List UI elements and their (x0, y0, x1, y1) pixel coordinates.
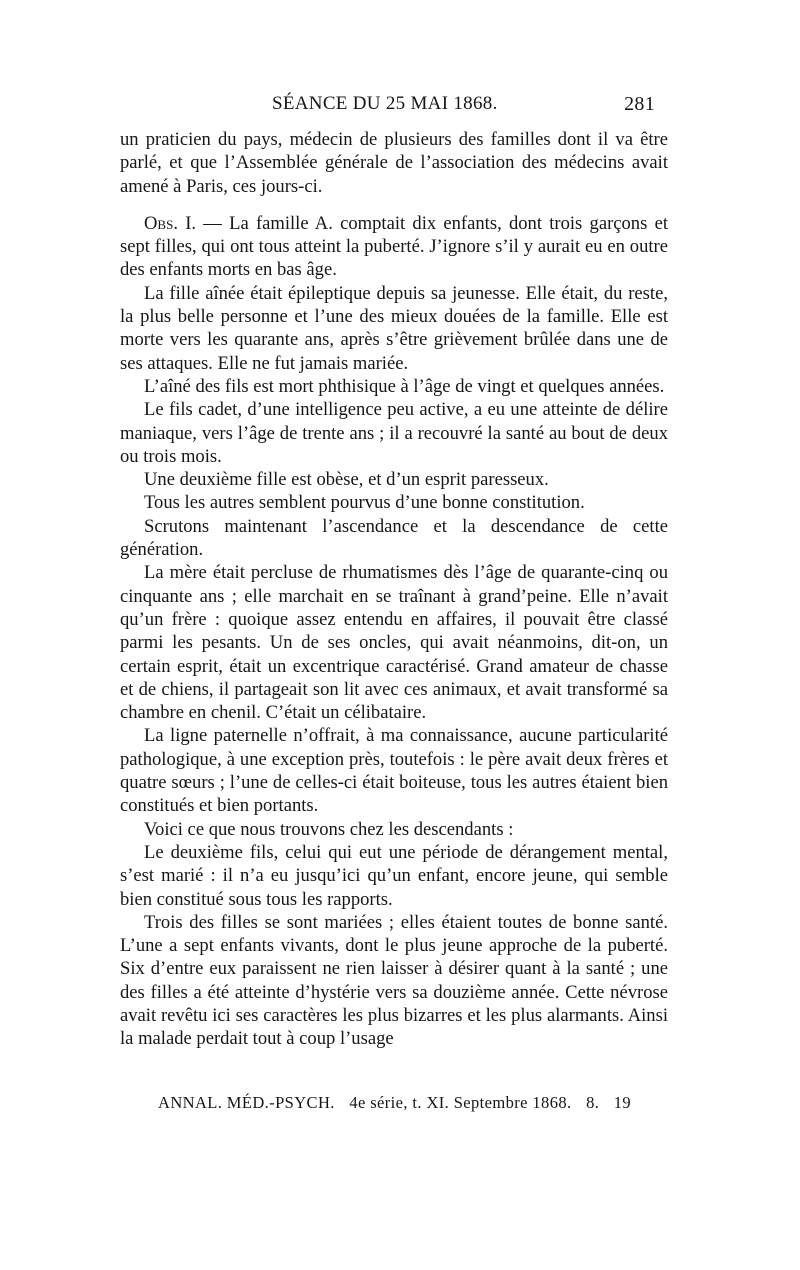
paragraph: Scrutons maintenant l’ascendance et la descendance de cette génération. (120, 515, 668, 561)
footer-series: 4e série, t. XI. Septembre 1868. (349, 1093, 572, 1112)
observation-label: Obs. I. — (144, 212, 222, 234)
paragraph: Tous les autres semblent pourvus d’une bonne constitution. (144, 492, 585, 514)
page-footer (158, 1093, 658, 1113)
paragraph: Trois des filles se sont mariées ; elles étaient toutes de bonne santé. L’une a sept enfants vivants, dont le plus jeune approche de la puberté. Six d’entre eux paraissent ne rien laisser à désirer quant à la santé ; une des filles a été atteinte d’hystérie vers sa douzième année. Cette névrose avait revêtu ici ses caractères les plus bizarres et les plus alarmants. Ainsi la malade perdait tout à coup l’usage (120, 911, 668, 1050)
paragraph: Voici ce que nous trouvons chez les descendants : (144, 818, 514, 840)
paragraph: La mère était percluse de rhumatismes dès l’âge de quarante-cinq ou cinquante ans ; elle marchait en se traînant à grand’peine. Elle n’avait qu’un frère : quoique assez entendu en affaires, il pouvait être classé parmi les pesants. Un de ses oncles, qui avait néanmoins, dit-on, un certain esprit, était un excentrique caractérisé. Grand amateur de chasse et de chiens, il partageait son lit avec ces animaux, et avait transformé sa chambre en chenil. C’était un célibataire. (120, 562, 668, 724)
paragraph: La fille aînée était épileptique depuis sa jeunesse. Elle était, du reste, la plus belle personne et l’une des mieux douées de la famille. Elle est morte vers les quarante ans, après s’être grièvement brûlée dans une de ses attaques. Elle ne fut jamais mariée. (120, 282, 668, 374)
footer-journal: ANNAL. MÉD.-PSYCH. (158, 1093, 335, 1112)
body-text (120, 128, 668, 1051)
paragraph: un praticien du pays, médecin de plusieurs des familles dont il va être parlé, et que l’Assemblée générale de l’association des médecins avait amené à Paris, ces jours-ci. (120, 129, 668, 197)
paragraph: Le fils cadet, d’une intelligence peu active, a eu une atteinte de délire maniaque, vers l’âge de trente ans ; il a recouvré la santé au bout de deux ou trois mois. (120, 399, 668, 467)
paragraph: Obs. I. — La famille A. comptait dix enfants, dont trois garçons et sept filles, qui ont tous atteint la puberté. J’ignore s’il y aurait eu en outre des enfants morts en bas âge. (120, 212, 668, 281)
page-number: 281 (624, 93, 655, 115)
footer-volume: 8. (586, 1093, 600, 1112)
paragraph: L’aîné des fils est mort phthisique à l’âge de vingt et quelques années. (144, 375, 665, 397)
running-header (120, 93, 655, 117)
footer-signature: 19 (613, 1093, 632, 1112)
paragraph: Une deuxième fille est obèse, et d’un esprit paresseux. (144, 469, 549, 491)
paragraph: La ligne paternelle n’offrait, à ma connaissance, aucune particularité pathologique, à une exception près, toutefois : le père avait deux frères et quatre sœurs ; l’une de celles-ci était boiteuse, tous les autres étaient bien constitués et bien portants. (120, 725, 668, 817)
paragraph: Le deuxième fils, celui qui eut une période de dérangement mental, s’est marié : il n’a eu jusqu’ici qu’un enfant, encore jeune, qui semble bien constitué sous tous les rapports. (120, 841, 668, 910)
header-title: SÉANCE DU 25 MAI 1868. (272, 93, 498, 114)
